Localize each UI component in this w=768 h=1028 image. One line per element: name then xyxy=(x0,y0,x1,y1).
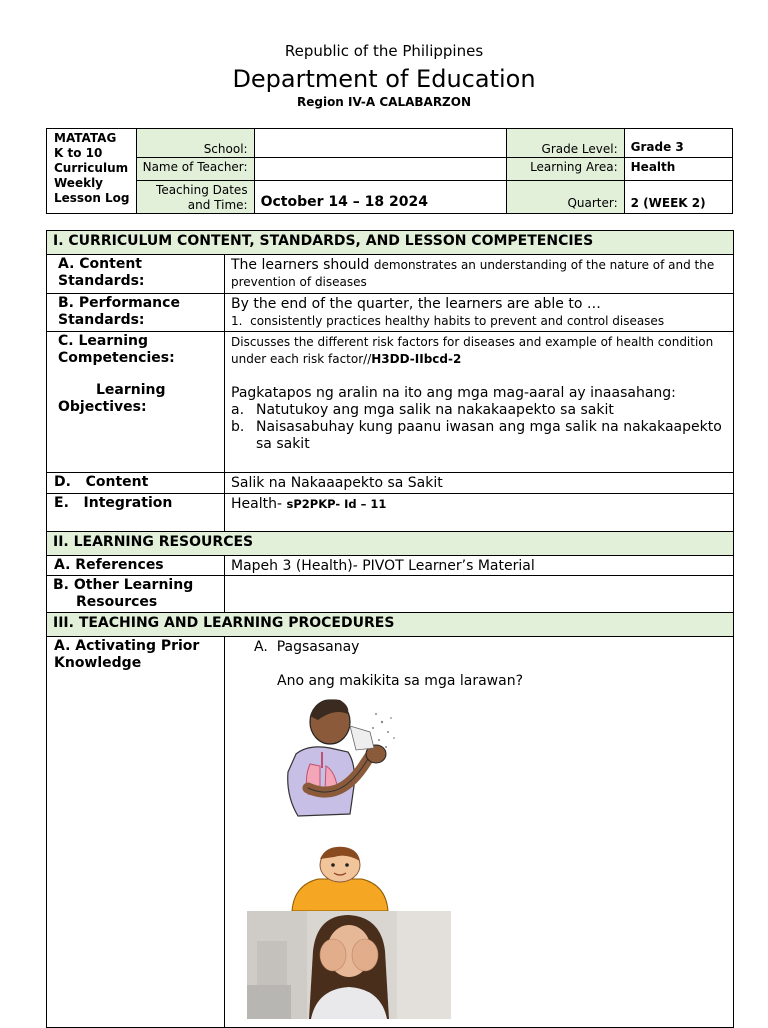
grade-level-label: Grade Level: xyxy=(507,129,624,158)
activating-knowledge-value: A. Pagsasanay Ano ang makikita sa mga larawan? xyxy=(225,637,734,1028)
quarter-label: Quarter: xyxy=(507,181,624,214)
learning-area-label: Learning Area: xyxy=(507,158,624,181)
content-label: D. Content xyxy=(47,473,225,494)
header-department: Department of Education xyxy=(232,65,536,93)
content-value: Salik na Nakaaapekto sa Sakit xyxy=(225,473,734,494)
teacher-label: Name of Teacher: xyxy=(137,158,254,181)
integration-value: Health- sP2PKP- Id – 11 xyxy=(225,494,734,532)
overweight-child-illustration xyxy=(286,845,396,911)
references-label: A. References xyxy=(47,556,225,576)
quarter-value: 2 (WEEK 2) xyxy=(624,181,732,214)
competencies-value: Discusses the different risk factors for diseases and example of health condition under each risk factor//H3DD-IIbcd-2 Pagkatapos ng aralin na ito ang mga mag-aaral ay inaasahang: a. Natutukoy ang mga salik na nakakaapekto sa sakit b. Naisasabuhay kung paanu iwasan ang mga salik na nakakaapekto sa sakit xyxy=(225,332,734,473)
teacher-value[interactable] xyxy=(254,158,507,181)
performance-standards-label: B. Performance Standards: xyxy=(47,294,225,332)
objective-item: a. Natutukoy ang mga salik na nakakaapekto sa sakit xyxy=(231,402,614,418)
grade-level-value: Grade 3 xyxy=(624,129,732,158)
header-republic: Republic of the Philippines xyxy=(284,42,484,60)
other-resources-label: B. Other Learning Resources xyxy=(47,576,225,613)
teaching-dates-value: October 14 – 18 2024 xyxy=(254,181,507,214)
school-value[interactable] xyxy=(254,129,507,158)
section-3-title: III. TEACHING AND LEARNING PROCEDURES xyxy=(47,613,734,637)
content-standards-label: A. Content Standards: xyxy=(47,255,225,294)
objective-item: b. Naisasabuhay kung paanu iwasan ang mga salik na nakakaapekto sa sakit xyxy=(231,419,722,452)
content-standards-value: The learners should demonstrates an understanding of the nature of and the prevention of diseases xyxy=(225,255,734,294)
other-resources-value xyxy=(225,576,734,613)
info-table xyxy=(46,128,733,214)
lesson-log-title: MATATAG K to 10 Curriculum Weekly Lesson Log xyxy=(47,129,137,214)
header-region: Region IV-A CALABARZON xyxy=(296,95,472,109)
section-2-title: II. LEARNING RESOURCES xyxy=(47,532,734,556)
teaching-dates-label: Teaching Dates and Time: xyxy=(137,181,254,214)
learning-area-value: Health xyxy=(624,158,732,181)
performance-standards-value: By the end of the quarter, the learners are able to … 1. consistently practices healthy habits to prevent and control diseases xyxy=(225,294,734,332)
coughing-person-illustration xyxy=(278,692,404,822)
integration-label: E. Integration xyxy=(47,494,225,532)
references-value: Mapeh 3 (Health)- PIVOT Learner’s Material xyxy=(225,556,734,576)
woman-headache-photo xyxy=(247,911,451,1019)
school-label: School: xyxy=(137,129,254,158)
competencies-label: C. Learning Competencies: Learning Objectives: xyxy=(47,332,225,473)
section-1-title: I. CURRICULUM CONTENT, STANDARDS, AND LESSON COMPETENCIES xyxy=(47,231,734,255)
activating-knowledge-label: A. Activating Prior Knowledge xyxy=(47,637,225,1028)
